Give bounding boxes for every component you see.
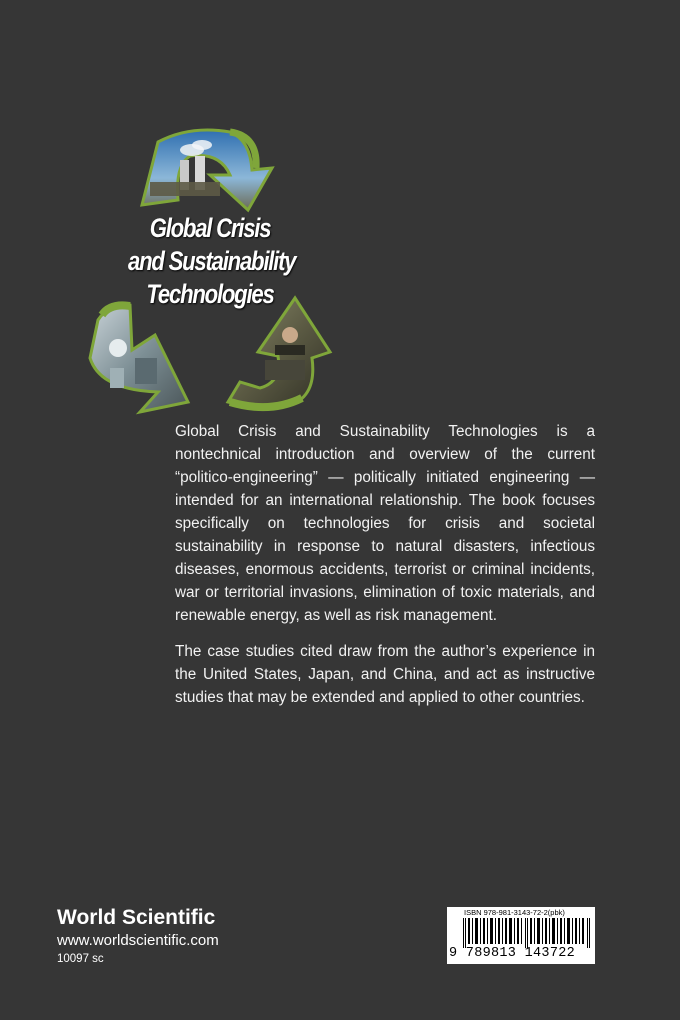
left-arrow-laboratory xyxy=(90,305,188,412)
logo-title-line-3: Technologies xyxy=(146,279,274,309)
barcode-digits: 9 789813 143722 xyxy=(449,946,576,961)
publisher-name: World Scientific xyxy=(57,906,216,929)
publisher-code: 10097 sc xyxy=(57,953,104,965)
isbn-barcode xyxy=(447,907,595,964)
logo-title xyxy=(128,212,296,311)
isbn-label: ISBN 978-981-3143-72-2(pbk) xyxy=(464,908,565,917)
publisher-url: www.worldscientific.com xyxy=(57,932,219,949)
publisher-block xyxy=(57,905,219,967)
right-arrow-soldier xyxy=(228,298,330,407)
top-arrow-power-plant xyxy=(142,130,272,210)
logo-title-line-2: and Sustainability xyxy=(128,246,296,276)
barcode-bars xyxy=(463,918,591,948)
description-paragraph-1: Global Crisis and Sustainability Technologies is a nontechnical introduction and overview of the current “politico-engineering” — politically initiated engineering — intended for an international relationship. The book focuses specifically on technologies for crisis and societal sustainability in response to natural disasters, infectious diseases, enormous accidents, terrorist or criminal incidents, war or territorial invasions, elimination of toxic materials, and renewable energy, as well as risk management. xyxy=(175,423,595,624)
description-paragraph-2: The case studies cited draw from the author’s experience in the United States, Japan, and China, and act as instructive studies that may be extended and applied to other countries. xyxy=(175,643,595,706)
logo-title-line-1: Global Crisis xyxy=(149,213,271,243)
